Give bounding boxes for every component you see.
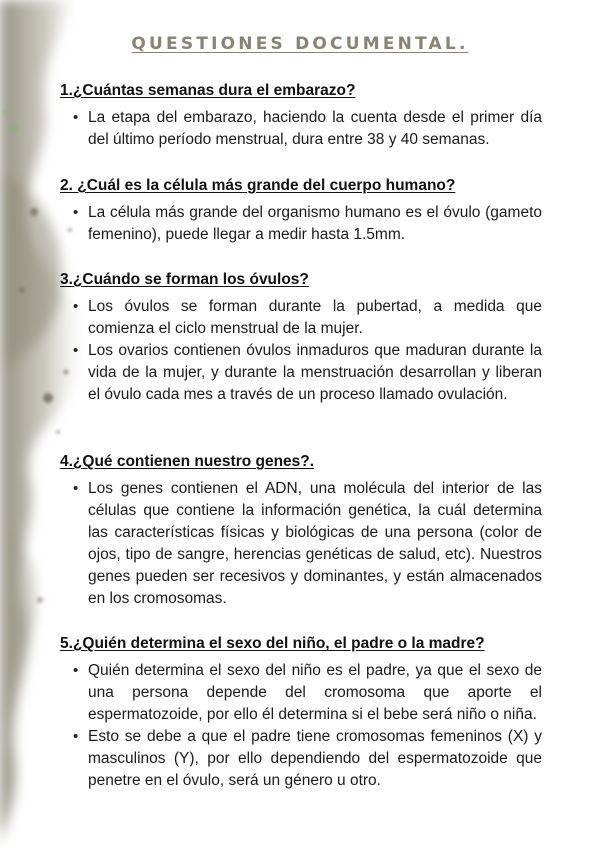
question-section-3	[60, 271, 542, 406]
answer-item: • La célula más grande del organismo humano es el óvulo (gameto femenino), puede llegar a medir hasta 1.5mm.	[88, 202, 542, 246]
answer-list	[60, 296, 542, 406]
question-heading: 2. ¿Cuál es la célula más grande del cuerpo humano?	[60, 177, 456, 194]
question-section-4	[60, 453, 542, 610]
question-heading: 1.¿Cuántas semanas dura el embarazo?	[60, 82, 356, 99]
answer-list	[60, 202, 542, 246]
page-title: QUESTIONES DOCUMENTAL.	[131, 34, 469, 54]
answer-list	[60, 107, 542, 151]
answer-item: • Quién determina el sexo del niño es el padre, ya que el sexo de una persona depende del cromosoma que aporte el espermatozoide, por ello él determina si el bebe será niño o niña.	[88, 660, 542, 726]
answer-item: • La etapa del embarazo, haciendo la cuenta desde el primer día del último período menstrual, dura entre 38 y 40 semanas.	[88, 107, 542, 151]
answer-list	[60, 660, 542, 792]
question-section-1	[60, 82, 542, 151]
question-section-2	[60, 177, 542, 246]
answer-item: • Los óvulos se forman durante la pubertad, a medida que comienza el ciclo menstrual de la mujer.	[88, 296, 542, 340]
answer-item: • Esto se debe a que el padre tiene cromosomas femeninos (X) y masculinos (Y), por ello dependiendo del espermatozoide que penetre en el óvulo, será un género u otro.	[88, 726, 542, 792]
question-heading: 5.¿Quién determina el sexo del niño, el padre o la madre?	[60, 635, 485, 652]
question-heading: 3.¿Cuándo se forman los óvulos?	[60, 271, 309, 288]
question-section-5	[60, 635, 542, 792]
answer-item: • Los genes contienen el ADN, una molécula del interior de las células que contiene la información genética, la cuál determina las características físicas y biológicas de una persona (color de ojos, tipo de sangre, herencias genéticas de salud, etc). Nuestros genes pueden ser recesivos y dominantes, y están almacenados en los cromosomas.	[88, 478, 542, 610]
answer-list	[60, 478, 542, 610]
question-heading: 4.¿Qué contienen nuestro genes?.	[60, 453, 315, 470]
answer-item: • Los ovarios contienen óvulos inmaduros que maduran durante la vida de la mujer, y durante la menstruación desarrollan y liberan el óvulo cada mes a través de un proceso llamado ovulación.	[88, 340, 542, 406]
